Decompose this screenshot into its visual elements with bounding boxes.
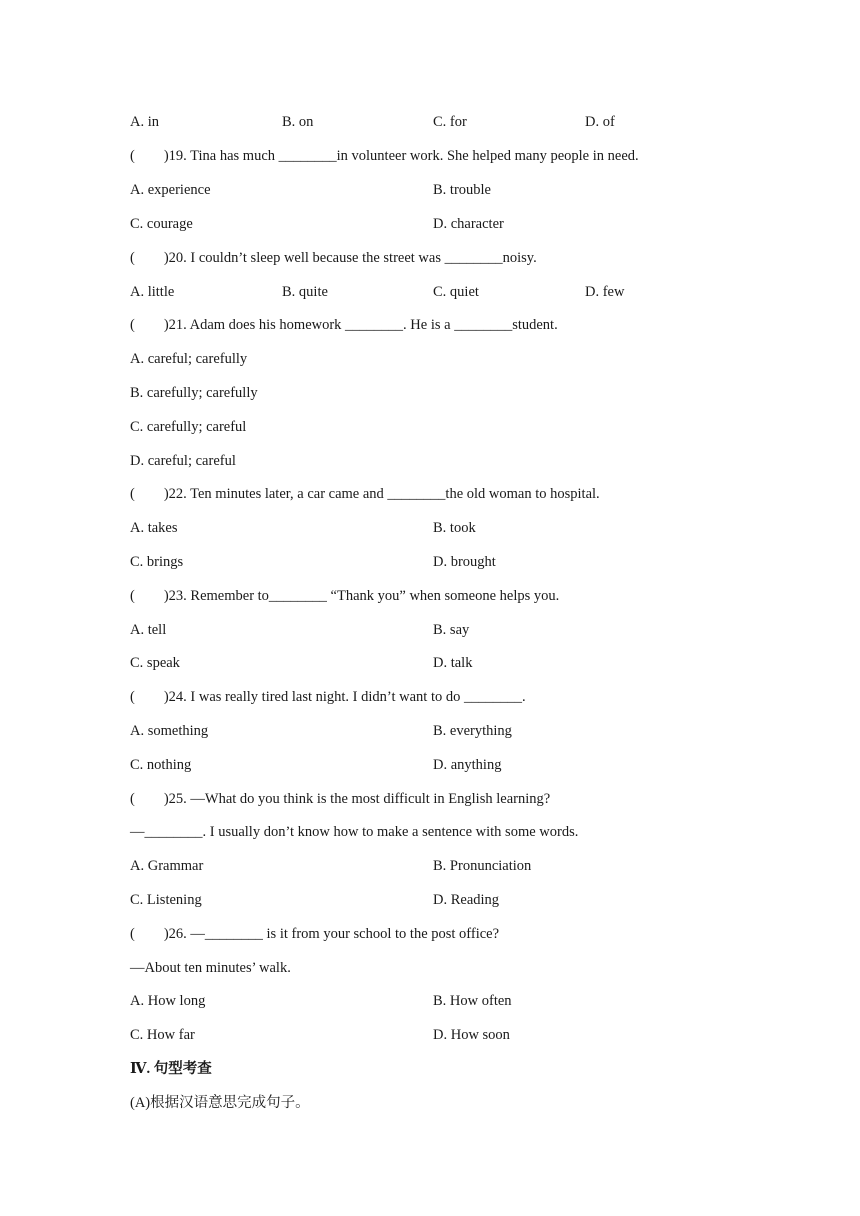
section-4-heading: Ⅳ. 句型考查 — [130, 1061, 212, 1077]
q25-option-d: D. Reading — [433, 892, 500, 908]
question-25: ( )25. —What do you think is the most difficult in English learning? — [130, 791, 551, 807]
q23-option-a: A. tell — [130, 622, 167, 638]
q25-option-a: A. Grammar — [130, 858, 204, 874]
q18-option-c: C. for — [433, 114, 467, 130]
q22-option-d: D. brought — [433, 554, 496, 570]
q26-option-a: A. How long — [130, 993, 206, 1009]
q23-option-c: C. speak — [130, 655, 180, 671]
q25-option-b: B. Pronunciation — [433, 858, 532, 874]
question-26-response: —About ten minutes’ walk. — [130, 960, 291, 976]
question-25-response: —________. I usually don’t know how to make a sentence with some words. — [130, 824, 579, 840]
q26-option-c: C. How far — [130, 1027, 195, 1043]
q20-option-d: D. few — [585, 284, 625, 300]
question-19: ( )19. Tina has much ________in volunteer work. She helped many people in need. — [130, 148, 639, 164]
q21-option-d: D. careful; careful — [130, 453, 236, 469]
q22-option-b: B. took — [433, 520, 476, 536]
q22-option-c: C. brings — [130, 554, 184, 570]
q20-option-b: B. quite — [282, 284, 328, 300]
q19-option-a: A. experience — [130, 182, 211, 198]
q18-option-a: A. in — [130, 114, 159, 130]
q24-option-c: C. nothing — [130, 757, 192, 773]
q21-option-a: A. careful; carefully — [130, 351, 248, 367]
q26-option-b: B. How often — [433, 993, 512, 1009]
q22-option-a: A. takes — [130, 520, 178, 536]
q21-option-c: C. carefully; careful — [130, 419, 247, 435]
question-23: ( )23. Remember to________ “Thank you” when someone helps you. — [130, 588, 560, 604]
q19-option-b: B. trouble — [433, 182, 491, 198]
q24-option-d: D. anything — [433, 757, 502, 773]
question-21: ( )21. Adam does his homework ________. He is a ________student. — [130, 317, 558, 333]
q24-option-a: A. something — [130, 723, 209, 739]
section-a-instruction: (A)根据汉语意思完成句子。 — [130, 1095, 310, 1111]
question-26: ( )26. —________ is it from your school to the post office? — [130, 926, 500, 942]
q23-option-b: B. say — [433, 622, 470, 638]
q18-option-d: D. of — [585, 114, 615, 130]
q18-option-b: B. on — [282, 114, 314, 130]
question-24: ( )24. I was really tired last night. I didn’t want to do ________. — [130, 689, 526, 705]
q26-option-d: D. How soon — [433, 1027, 510, 1043]
q19-option-c: C. courage — [130, 216, 193, 232]
q24-option-b: B. everything — [433, 723, 512, 739]
q25-option-c: C. Listening — [130, 892, 202, 908]
q21-option-b: B. carefully; carefully — [130, 385, 258, 401]
q19-option-d: D. character — [433, 216, 504, 232]
question-20: ( )20. I couldn’t sleep well because the street was ________noisy. — [130, 250, 537, 266]
q20-option-c: C. quiet — [433, 284, 479, 300]
q20-option-a: A. little — [130, 284, 175, 300]
q23-option-d: D. talk — [433, 655, 473, 671]
question-22: ( )22. Ten minutes later, a car came and ________the old woman to hospital. — [130, 486, 600, 502]
